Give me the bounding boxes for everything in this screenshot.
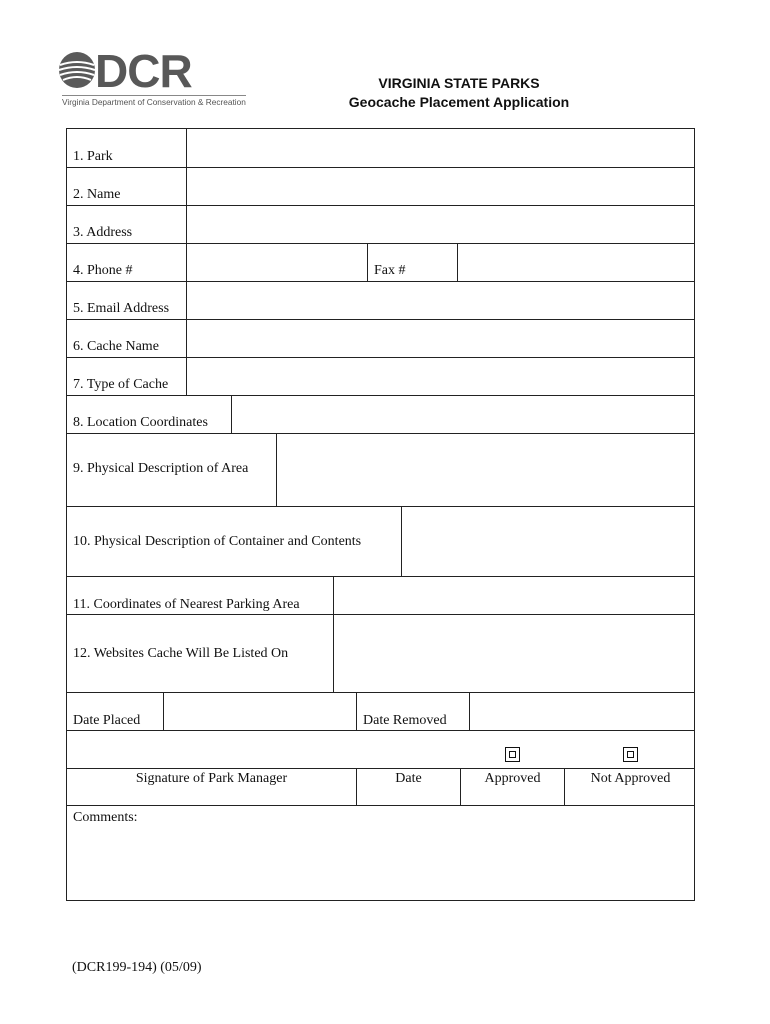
cache-name-label: 6. Cache Name [73, 339, 159, 354]
dcr-logo [58, 45, 246, 108]
date-placed-field[interactable] [164, 693, 356, 731]
row-signature-fields [67, 730, 694, 769]
signature-date-label: Date [395, 771, 422, 786]
container-field[interactable] [402, 507, 694, 577]
date-placed-label: Date Placed [73, 713, 141, 728]
row-physical-area [67, 433, 694, 507]
email-label: 5. Email Address [73, 301, 170, 316]
not-approved-label: Not Approved [590, 771, 671, 786]
row-type-of-cache [67, 357, 694, 396]
address-label: 3. Address [73, 225, 133, 240]
approved-checkbox[interactable] [505, 747, 520, 762]
dcr-globe-icon [58, 48, 96, 92]
row-websites [67, 614, 694, 693]
date-removed-field[interactable] [470, 693, 694, 731]
email-field[interactable] [187, 282, 694, 320]
row-name [67, 167, 694, 206]
logo-text: DCR [95, 45, 192, 97]
cache-name-field[interactable] [187, 320, 694, 358]
signature-label: Signature of Park Manager [135, 771, 288, 786]
logo-subtitle: Virginia Department of Conservation & Recreation [62, 97, 246, 107]
row-parking [67, 576, 694, 615]
row-phone-fax [67, 243, 694, 282]
park-field[interactable] [187, 129, 694, 167]
form-number: (DCR199-194) (05/09) [72, 960, 202, 975]
type-of-cache-field[interactable] [187, 358, 694, 396]
row-cache-name [67, 319, 694, 358]
signature-date-blank[interactable] [67, 731, 459, 769]
address-field[interactable] [187, 206, 694, 244]
row-container [67, 506, 694, 577]
row-dates [67, 692, 694, 731]
phone-label: 4. Phone # [73, 263, 133, 278]
page-title: VIRGINIA STATE PARKS [378, 75, 540, 91]
fax-label: Fax # [374, 263, 406, 278]
date-removed-label: Date Removed [363, 713, 447, 728]
websites-label: 12. Websites Cache Will Be Listed On [73, 646, 289, 661]
not-approved-checkbox[interactable] [623, 747, 638, 762]
parking-label: 11. Coordinates of Nearest Parking Area [73, 597, 300, 612]
fax-field[interactable] [458, 244, 694, 282]
row-signature-labels [67, 768, 694, 806]
name-field[interactable] [187, 168, 694, 206]
park-label: 1. Park [73, 149, 113, 164]
row-address [67, 205, 694, 244]
name-label: 2. Name [73, 187, 121, 202]
comments-label: Comments: [73, 810, 138, 825]
row-comments [67, 805, 694, 900]
phone-field[interactable] [187, 244, 367, 282]
approved-label: Approved [484, 771, 541, 786]
container-label: 10. Physical Description of Container and Contents [73, 534, 362, 549]
location-coordinates-field[interactable] [232, 396, 694, 434]
application-form [66, 128, 695, 901]
physical-area-label: 9. Physical Description of Area [73, 461, 249, 476]
row-email [67, 281, 694, 320]
page-subtitle: Geocache Placement Application [348, 94, 570, 110]
physical-area-field[interactable] [277, 434, 694, 507]
websites-field[interactable] [334, 615, 694, 693]
parking-field[interactable] [334, 577, 694, 615]
row-park [67, 129, 694, 167]
location-coordinates-label: 8. Location Coordinates [73, 415, 208, 430]
row-location-coordinates [67, 395, 694, 434]
comments-field[interactable] [67, 830, 694, 900]
type-of-cache-label: 7. Type of Cache [73, 377, 169, 392]
